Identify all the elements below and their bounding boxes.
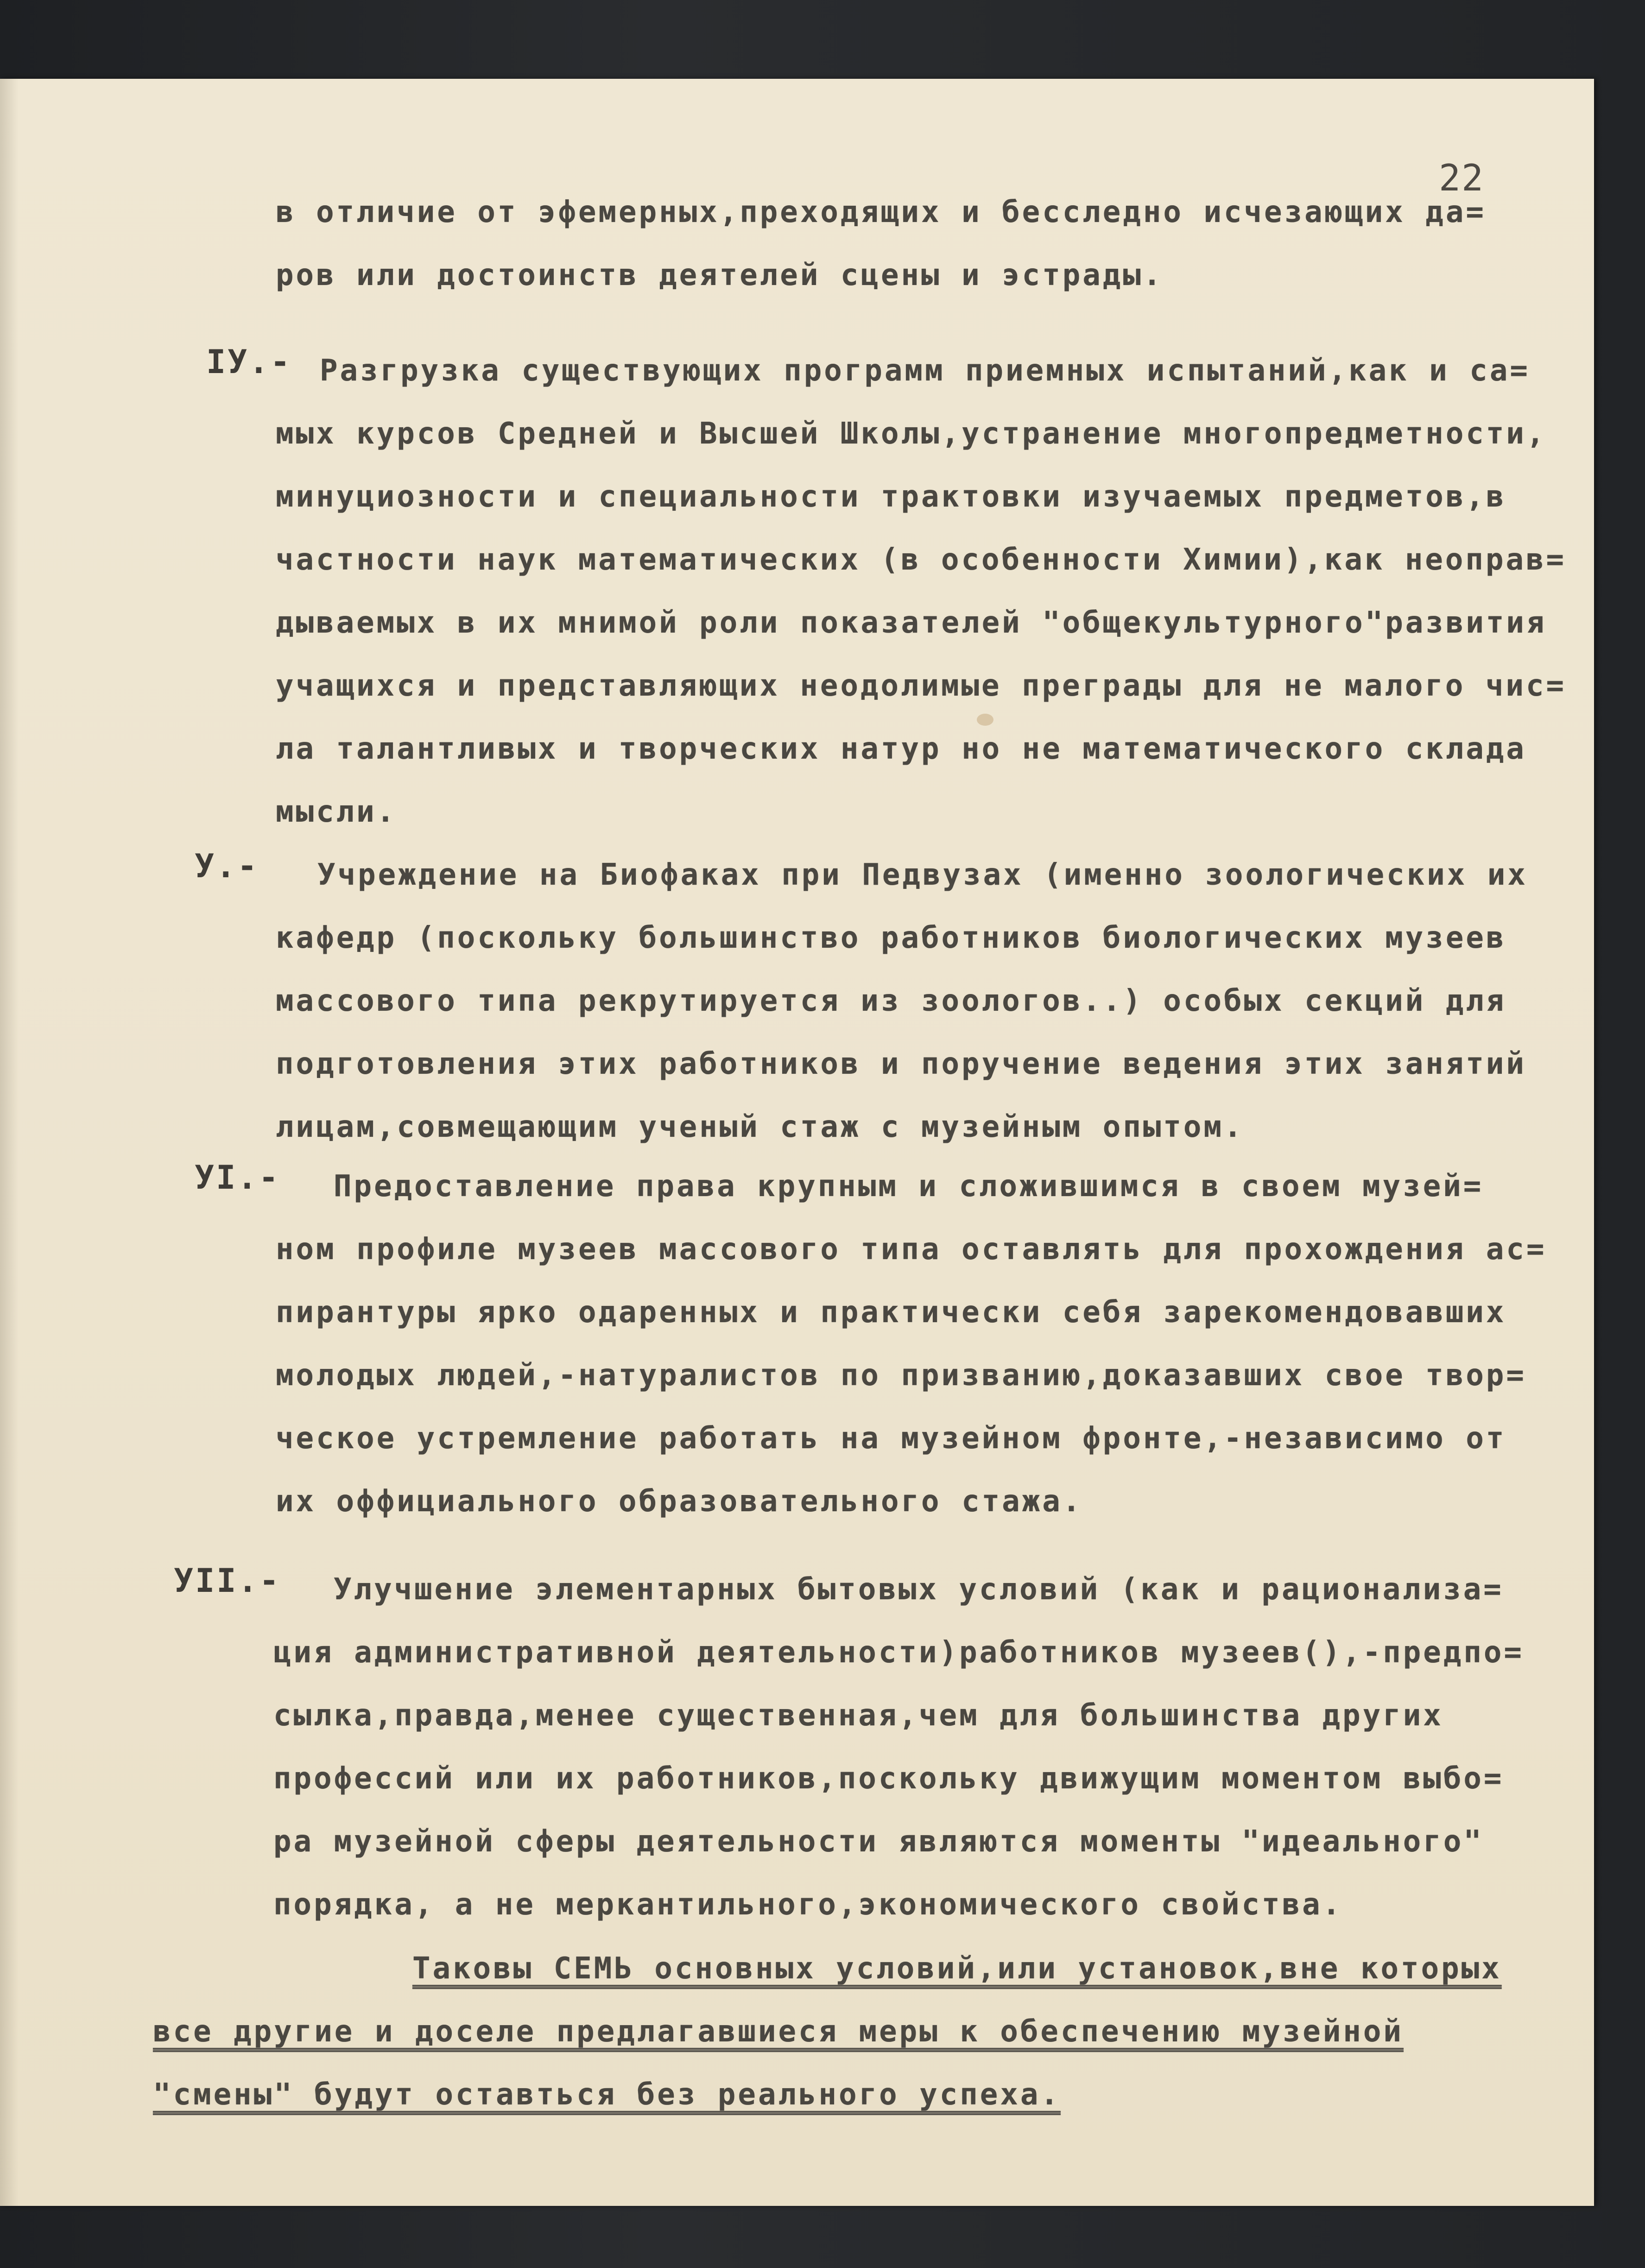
section-line: порядка, а не меркантильного,экономического свойства.: [273, 1888, 1343, 1922]
section-line: ческое устремление работать на музейном фронте,-независимо от: [276, 1421, 1506, 1456]
section-marker: УI.-: [195, 1159, 280, 1197]
section-line: подготовления этих работников и поручение ведения этих занятий: [276, 1047, 1526, 1081]
conclusion-line: "смены" будут оставться без реального успеха.: [153, 2078, 1061, 2112]
page-number: 22: [1439, 158, 1484, 199]
section-line: лицам,совмещающим ученый стаж с музейным опытом.: [276, 1110, 1244, 1144]
intro-line: ров или достоинств деятелей сцены и эстрады.: [276, 258, 1164, 292]
section-line: частности наук математических (в особенности Химии),как неоправ=: [276, 543, 1566, 577]
section-line: сылка,правда,менее существенная,чем для большинства других: [273, 1698, 1443, 1733]
section-line: массового типа рекрутируется из зоологов..) особых секций для: [276, 984, 1506, 1018]
section-line: Учреждение на Биофаках при Педвузах (именно зоологических их: [317, 858, 1528, 892]
section-line: ция административной деятельности)работников музеев(),-предпо=: [273, 1635, 1524, 1670]
section-line: Улучшение элементарных бытовых условий (как и рационализа=: [334, 1572, 1504, 1607]
page-edge-shadow: [0, 79, 19, 2206]
section-line: профессий или их работников,поскольку движущим моментом выбо=: [273, 1761, 1504, 1796]
intro-line: в отличие от эфемерных,преходящих и бесследно исчезающих да=: [276, 195, 1486, 229]
section-line: мысли.: [276, 795, 397, 829]
section-line: ра музейной сферы деятельности являются моменты "идеального": [273, 1825, 1484, 1859]
section-line: Разгрузка существующих программ приемных испытаний,как и са=: [320, 354, 1530, 388]
section-line: мых курсов Средней и Высшей Школы,устранение многопредметности,: [276, 417, 1547, 451]
section-line: ла талантливых и творческих натур но не математического склада: [276, 732, 1526, 766]
section-line: молодых людей,-натуралистов по призванию,доказавших свое твор=: [276, 1358, 1526, 1393]
section-line: учащихся и представляющих неодолимые преграды для не малого чис=: [276, 669, 1566, 703]
section-line: Предоставление права крупным и сложившимся в своем музей=: [334, 1169, 1484, 1204]
conclusion-line: Таковы СЕМЬ основных условий,или установок,вне которых: [412, 1951, 1502, 1986]
section-line: пирантуры ярко одаренных и практически себя зарекомендовавших: [276, 1295, 1506, 1330]
section-line: их оффициального образовательного стажа.: [276, 1484, 1083, 1519]
section-marker: У.-: [195, 847, 259, 885]
section-line: ном профиле музеев массового типа оставлять для прохождения ас=: [276, 1232, 1547, 1267]
section-line: дываемых в их мнимой роли показателей "общекультурного"развития: [276, 606, 1547, 640]
section-line: кафедр (поскольку большинство работников биологических музеев: [276, 921, 1506, 955]
section-marker: IУ.-: [206, 343, 292, 381]
conclusion-line: все другие и доселе предлагавшиеся меры к обеспечению музейной: [153, 2015, 1404, 2049]
section-marker: УII.-: [174, 1562, 281, 1600]
section-line: минуциозности и специальности трактовки изучаемых предметов,в: [276, 480, 1506, 514]
